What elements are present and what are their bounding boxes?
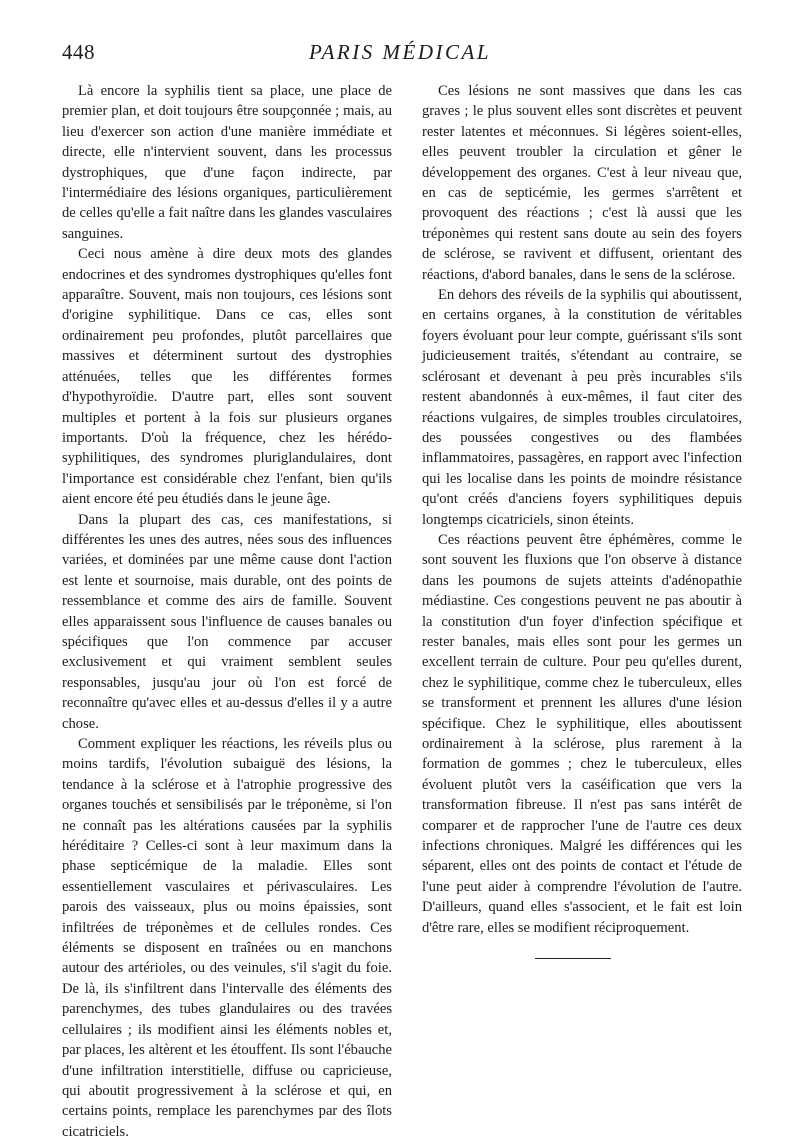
- page-header: [62, 40, 738, 70]
- paragraph: Ces réactions peuvent être éphémères, comme le sont souvent les fluxions que l'on observe à distance dans les poumons de sujets atteints d'adénopathie médiastine. Ces congestions peuvent ne pas aboutir à la constitution d'un foyer d'infection spécifique et rester banales, mais elles sont pour les germes un excellent terrain de culture. Pour peu qu'elles durent, chez le syphilitique, comme chez le tuberculeux, elles se transforment et prennent les allures d'une lésion spécifique. Chez le syphilitique, elles aboutissent ordinairement à la sclérose, plus rarement à la formation de gommes ; chez le tuberculeux, elles évoluent plutôt vers la caséification que vers la transformation fibreuse. Il n'est pas sans intérêt de comparer et de rapprocher l'une de l'autre ces deux infections chroniques. Malgré les différences qui les séparent, elles ont des points de contact et l'étude de l'une peut aider à comprendre l'évolution de l'autre. D'ailleurs, quand elles s'associent, et le fait est loin d'être rare, elles se modifient réciproquement.: [422, 531, 742, 936]
- paragraph: Ceci nous amène à dire deux mots des glandes endocrines et des syndromes dystrophiques qu'elles font apparaître. Souvent, mais non toujours, ces lésions sont d'origine syphilitique. Dans ce cas, elles sont ordinairement peu profondes, plutôt parcellaires que massives et déterminent surtout des dystrophies atténuées, telles que les différentes formes d'hypothyroïdie. D'autre part, elles sont souvent multiples et portent à la fois sur plusieurs organes importants. D'où la fréquence, chez les hérédo-syphilitiques, des syndromes pluriglandulaires, dont l'importance est considérable chez l'enfant, bien qu'ils aient encore été peu étudiés dans le jeune âge.: [62, 246, 392, 508]
- paragraph: Là encore la syphilis tient sa place, une place de premier plan, et doit toujours être soupçonnée ; mais, au lieu d'exercer son action d'une manière immédiate et directe, elle n'intervient souvent, dans les processus dystrophiques, que d'une façon indirecte, par l'intermédiaire des lésions organiques, particulièrement de celles qu'elle a fait naître dans les glandes vasculaires sanguines.: [62, 83, 392, 242]
- right-column: [422, 81, 742, 938]
- section-end-rule: [535, 958, 611, 959]
- paragraph: Ces lésions ne sont massives que dans les cas graves ; le plus souvent elles sont discrètes et peuvent rester latentes et méconnues. Si légères soient-elles, elles peuvent troubler la circulation et gêner le développement des organes. C'est à leur niveau que, en cas de septicémie, les germes s'arrêtent et provoquent des réactions ; c'est là aussi que les tréponèmes qui restent sans doute au sein des foyers de sclérose, se ravivent et diffusent, orientant des réactions, d'abord banales, dans le sens de la sclérose.: [422, 83, 742, 283]
- running-title: PARIS MÉDICAL: [308, 40, 491, 64]
- paragraph: En dehors des réveils de la syphilis qui aboutissent, en certains organes, à la constitution de véritables foyers évoluant pour leur compte, guérissant s'ils sont judicieusement traités, s'étendant au contraire, se sclérosant et devenant à peu près incurables s'ils restent abandonnés à eux-mêmes, il faut citer des réactions vulgaires, de simples troubles circulatoires, des poussées congestives ou des flambées inflammatoires, passagères, en rapport avec l'infection qui les localise dans les points de moindre résistance qu'ont créés d'anciens foyers syphilitiques depuis longtemps cicatriciels, sinon éteints.: [422, 287, 742, 528]
- left-column: [62, 81, 392, 1142]
- page-number: 448: [62, 40, 95, 64]
- paragraph: Comment expliquer les réactions, les réveils plus ou moins tardifs, l'évolution subaiguë des lésions, la tendance à la sclérose et à l'atrophie progressive des organes touchés et sensibilisés par le tréponème, si l'on ne connaît pas les altérations causées par la syphilis héréditaire ? Celles-ci sont à leur maximum dans la phase septicémique de la maladie. Elles sont essentiellement vasculaires et périvasculaires. Les parois des vaisseaux, plus ou moins épaissies, sont infiltrées de tréponèmes et de cellules rondes. Ces éléments se disposent en traînées ou en manchons autour des artérioles, ou des veinules, s'il s'agit du foie. De là, ils s'infiltrent dans l'intervalle des éléments des parenchymes, des tubes glandulaires ou des travées cellulaires ; ils modifient ainsi les éléments nobles et, par places, les altèrent et les étouffent. Ils sont l'ébauche d'une infiltration interstitielle, diffuse ou capricieuse, qui aboutit progressivement à la sclérose et qui, en certains points, remplace les parenchymes par des îlots cicatriciels.: [62, 736, 392, 1140]
- paragraph: Dans la plupart des cas, ces manifestations, si différentes les unes des autres, nées sous des influences variées, et dominées par une même cause dont l'action est lente et sournoise, mais durable, ont des points de ressemblance et comme des airs de famille. Souvent elles apparaissent sous l'influence de causes banales ou spécifiques que l'on commence par accuser exclusivement et qui vraiment semblent seules responsables, jusqu'au jour où l'on est forcé de reconnaître qu'avec elles et au-dessus d'elles il y a autre chose.: [62, 511, 392, 732]
